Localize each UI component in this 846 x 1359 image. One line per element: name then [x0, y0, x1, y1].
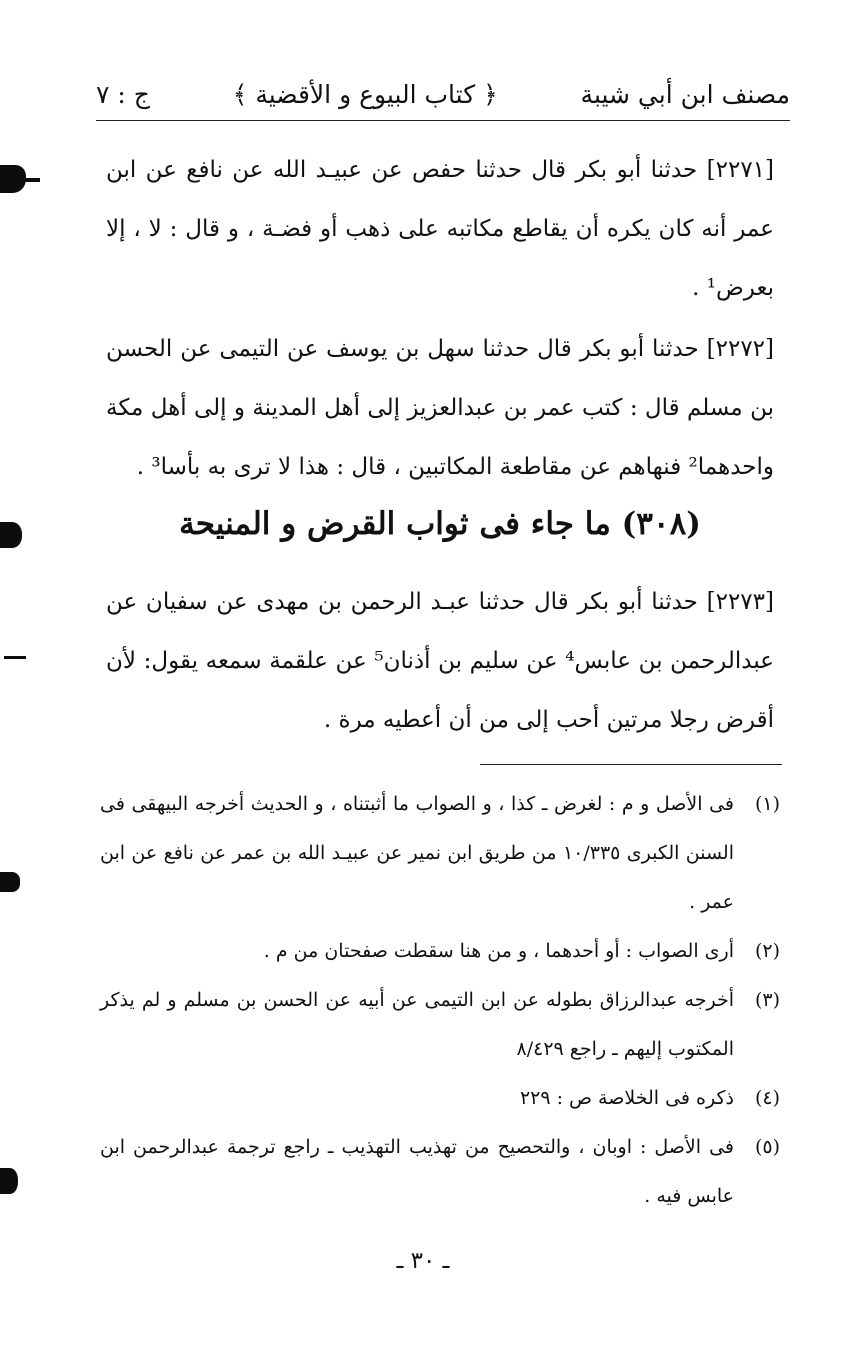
- hadith-paragraph: [106, 573, 774, 750]
- footnote-number: (٤): [754, 1087, 780, 1109]
- hadith-text: حدثنا أبو بكر قال حدثنا عبـد الرحمن بن مهدى عن سفيان عن عبدالرحمن بن عابس⁴ عن سليم بن أذنان⁵ عن علقمة سمعه يقول: لأن أقرض رجلا مرتين أحب إلى من أن أعطيه مرة .: [106, 589, 774, 733]
- running-header: [96, 72, 790, 116]
- footnote-number: (٣): [754, 989, 780, 1011]
- footnote-text: فى الأصل و م : لغرض ـ كذا ، و الصواب ما أثبتناه ، و الحديث أخرجه البيهقى فى السنن الكبرى ١٠/٣٣٥ من طريق ابن نمير عن عبيـد الله بن عمر عن نافع عن ابن عمر .: [100, 793, 734, 913]
- footnote-number: (٢): [754, 940, 780, 962]
- footnote: [100, 927, 780, 976]
- footnote: [100, 1123, 780, 1221]
- volume-number: ج : ٧: [96, 79, 150, 109]
- hadith-number: [٢٢٧٣]: [706, 589, 774, 615]
- footnote: [100, 1074, 780, 1123]
- footnote-divider: [480, 764, 782, 765]
- header-divider: [96, 120, 790, 121]
- footnote-text: فى الأصل : اوبان ، والتحصيح من تهذيب التهذيب ـ راجع ترجمة عبدالرحمن ابن عابس فيه .: [100, 1136, 734, 1207]
- footnote: [100, 976, 780, 1074]
- book-title: مصنف ابن أبي شيبة: [580, 79, 790, 109]
- footnote-text: أرى الصواب : أو أحدهما ، و من هنا سقطت صفحتان من م .: [263, 940, 734, 962]
- scan-mark: [4, 656, 26, 659]
- footnote-number: (١): [754, 793, 780, 815]
- hadith-paragraph: [106, 141, 774, 318]
- hadith-number: [٢٢٧٢]: [706, 336, 775, 362]
- chapter-title: ﴿ كتاب البيوع و الأقضية ﴾: [232, 79, 498, 109]
- footnote-text: أخرجه عبدالرزاق بطوله عن ابن التيمى عن أبيه عن الحسن بن مسلم و لم يذكر المكتوب إليهم ـ راجع ٨/٤٢٩: [100, 989, 734, 1060]
- page-number: ـ ٣٠ ـ: [396, 1248, 450, 1274]
- scan-mark: [0, 1168, 18, 1194]
- footnote: [100, 780, 780, 927]
- hadith-text: حدثنا أبو بكر قال حدثنا سهل بن يوسف عن التيمى عن الحسن بن مسلم قال : كتب عمر بن عبدالعزيز إلى أهل المدينة و إلى أهل مكة واحدهما² فنهاهم عن مقاطعة المكاتبين ، قال : هذا لا ترى به بأسا³ .: [106, 336, 774, 480]
- scan-mark: [20, 178, 40, 182]
- footnote-text: ذكره فى الخلاصة ص : ٢٢٩: [519, 1087, 734, 1109]
- hadith-number: [٢٢٧١]: [706, 157, 775, 183]
- hadith-paragraph: [106, 320, 774, 497]
- footnote-number: (٥): [754, 1136, 780, 1158]
- section-heading: (٣٠٨) ما جاء فى ثواب القرض و المنيحة: [179, 506, 701, 542]
- hadith-text: حدثنا أبو بكر قال حدثنا حفص عن عبيـد الله عن نافع عن ابن عمر أنه كان يكره أن يقاطع مكاتبه على ذهب أو فضـة ، و قال : لا ، إلا بعرض¹ .: [106, 157, 774, 301]
- scan-mark: [0, 522, 22, 548]
- scan-mark: [0, 872, 20, 892]
- footnotes: [100, 780, 780, 1221]
